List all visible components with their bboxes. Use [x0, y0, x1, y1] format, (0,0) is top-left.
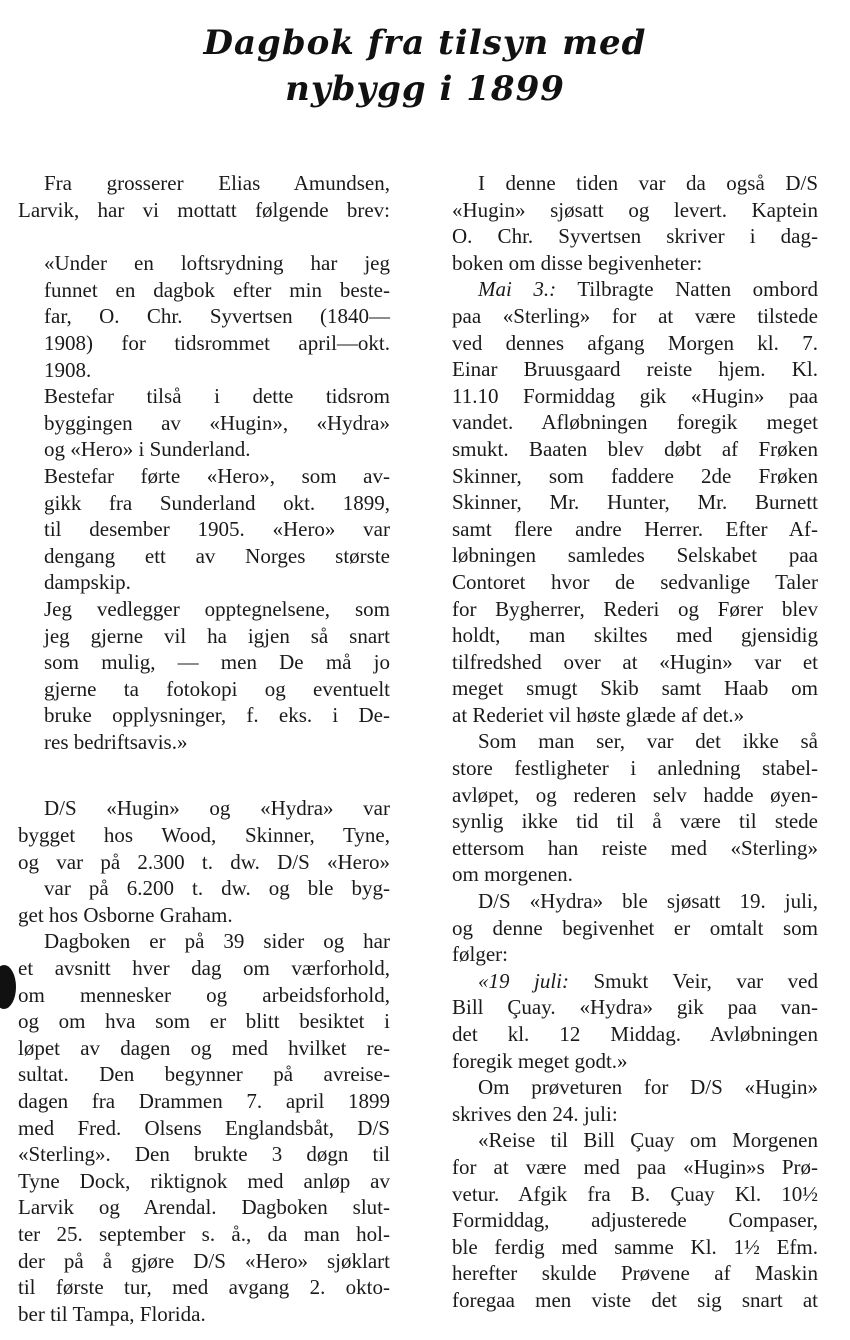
- text-line: [452, 968, 818, 995]
- text-line: get hos Osborne Graham.: [18, 902, 233, 927]
- text-line: Bill Çuay. «Hydra» gik paa van-: [452, 995, 818, 1020]
- text-line: at Rederiet vil høste glæde af det.»: [452, 702, 745, 727]
- text-line: meget smugt Skib samt Haab om: [452, 676, 818, 701]
- text-line: bygget hos Wood, Skinner, Tyne,: [18, 823, 390, 848]
- text-line: ter 25. september s. å., da man hol-: [18, 1221, 390, 1246]
- text-line: D/S «Hugin» og «Hydra» var: [44, 796, 390, 821]
- diary-date: «19 juli:: [478, 968, 569, 993]
- text-line: Skinner, som faddere 2de Frøken: [452, 463, 818, 488]
- text-line: vandet. Afløbningen foregik meget: [452, 410, 818, 435]
- text-line: med Fred. Olsens Englandsbåt, D/S: [18, 1115, 390, 1140]
- intro-paragraph-cont: [18, 197, 390, 224]
- text-line: dampskip.: [44, 570, 131, 595]
- text-line: herefter skulde Prøvene af Maskin: [452, 1261, 818, 1286]
- text-line: paa «Sterling» for at være tilstede: [452, 303, 818, 328]
- text-line: 1908.: [44, 357, 92, 382]
- text-line: om mennesker og arbeidsforhold,: [18, 982, 390, 1007]
- right-paragraph-1: [452, 170, 818, 276]
- text-line: 11.10 Formiddag gik «Hugin» paa: [452, 383, 818, 408]
- letter-paragraph-1: [18, 250, 390, 383]
- text-line: tilfredshed over at «Hugin» var et: [452, 649, 818, 674]
- text-line: foregik meget godt.»: [452, 1048, 628, 1073]
- text-line: ved dennes afgang Morgen kl. 7.: [452, 330, 818, 355]
- margin-hole-mark: [0, 965, 16, 1009]
- text-line: I denne tiden var da også D/S: [478, 171, 818, 195]
- text-line: løbningen samledes Selskabet paa: [452, 543, 818, 568]
- article-title: [0, 20, 850, 112]
- text-line: og «Hero» i Sunderland.: [44, 437, 251, 462]
- text-line: følger:: [452, 942, 508, 967]
- text-line: Jeg vedlegger opptegnelsene, som: [44, 596, 390, 621]
- text-line: [452, 276, 818, 303]
- text-line: og om hva som er blitt besiktet i: [18, 1009, 390, 1034]
- right-paragraph-6: [452, 1074, 818, 1127]
- text-line: ettersom han reiste med «Sterling»: [452, 835, 818, 860]
- text-line: til første tur, med avgang 2. okto-: [18, 1275, 390, 1300]
- text-line: Bestefar førte «Hero», som av-: [44, 463, 390, 488]
- text-line: «Sterling». Den brukte 3 døgn til: [18, 1142, 390, 1167]
- diary-entry-mai-3: [452, 276, 818, 728]
- text-line: byggingen av «Hugin», «Hydra»: [44, 410, 390, 435]
- text-line: boken om disse begivenheter:: [452, 250, 703, 275]
- text-line: et avsnitt hver dag om værforhold,: [18, 956, 390, 981]
- text-line: gjerne ta fotokopi og eventuelt: [44, 676, 390, 701]
- text-line: Dagboken er på 39 sider og har: [44, 929, 390, 954]
- text-line: Formiddag, adjusterede Compaser,: [452, 1208, 818, 1233]
- text-line: var på 6.200 t. dw. og ble byg-: [44, 876, 390, 901]
- text-line: Einar Bruusgaard reiste hjem. Kl.: [452, 357, 818, 382]
- text-line: dengang ett av Norges største: [44, 543, 390, 568]
- text-line: Fra grosserer Elias Amundsen,: [44, 171, 390, 195]
- text-line: Som man ser, var det ikke så: [478, 729, 818, 754]
- body-paragraph-1: [18, 795, 390, 928]
- right-paragraph-4: [452, 888, 818, 968]
- text-line: der på å gjøre D/S «Hero» sjøklart: [18, 1248, 390, 1273]
- text-line: synlig ikke tid til å være til stede: [452, 809, 818, 834]
- text-line: for Bygherrer, Rederi og Fører blev: [452, 596, 818, 621]
- text-line: til desember 1905. «Hero» var: [44, 517, 390, 542]
- text-line: ble ferdig med samme Kl. 1½ Efm.: [452, 1234, 818, 1259]
- text-line: samt flere andre Herrer. Efter Af-: [452, 516, 818, 541]
- title-line-2: nybygg i 1899: [285, 69, 565, 109]
- text-line: løpet av dagen og med hvilket re-: [18, 1035, 390, 1060]
- diary-text: Tilbragte Natten ombord: [556, 277, 818, 302]
- text-line: 1908) for tidsrommet april—okt.: [44, 330, 390, 355]
- text-line: for at være med paa «Hugin»s Prø-: [452, 1154, 818, 1179]
- text-line: store festligheter i anledning stabel-: [452, 756, 818, 781]
- text-line: som mulig, — men De må jo: [44, 650, 390, 675]
- text-line: ber til Tampa, Florida.: [18, 1301, 206, 1326]
- text-line: sultat. Den begynner på avreise-: [18, 1062, 390, 1087]
- text-line: og denne begivenhet er omtalt som: [452, 915, 818, 940]
- text-line: Contoret hvor de sedvanlige Taler: [452, 569, 818, 594]
- text-line: O. Chr. Syvertsen skriver i dag-: [452, 224, 818, 249]
- letter-paragraph-2: [18, 383, 390, 463]
- text-line: «Under en loftsrydning har jeg: [44, 251, 390, 276]
- diary-date: Mai 3.:: [478, 277, 557, 302]
- text-line: dagen fra Drammen 7. april 1899: [18, 1089, 390, 1113]
- text-line: Larvik og Arendal. Dagboken slut-: [18, 1195, 390, 1220]
- diary-text: Smukt Veir, var ved: [569, 968, 818, 993]
- text-line: funnet en dagbok efter min beste-: [44, 277, 390, 302]
- text-line: jeg gjerne vil ha igjen så snart: [44, 623, 390, 648]
- text-line: gikk fra Sunderland okt. 1899,: [44, 490, 390, 515]
- text-line: «Hugin» sjøsatt og levert. Kaptein: [452, 197, 818, 222]
- left-column: [18, 170, 390, 1327]
- text-line: Tyne Dock, riktignok med anløp av: [18, 1168, 390, 1193]
- text-line: avløpet, og rederen selv hadde øyen-: [452, 782, 818, 807]
- text-line: smukt. Baaten blev døbt af Frøken: [452, 436, 818, 461]
- text-line: Skinner, Mr. Hunter, Mr. Burnett: [452, 490, 818, 515]
- text-line: Bestefar tilså i dette tidsrom: [44, 384, 390, 409]
- text-line: vetur. Afgik fra B. Çuay Kl. 10½: [452, 1181, 818, 1206]
- text-line: holdt, man skiltes med gjensidig: [452, 623, 818, 648]
- letter-paragraph-3: [18, 463, 390, 596]
- title-line-1: Dagbok fra tilsyn med: [203, 23, 647, 63]
- body-paragraph-2: [18, 928, 390, 1327]
- text-line: far, O. Chr. Syvertsen (1840—: [44, 304, 390, 329]
- text-line: Larvik, har vi mottatt følgende brev:: [18, 197, 390, 222]
- text-line: skrives den 24. juli:: [452, 1101, 618, 1126]
- text-line: det kl. 12 Middag. Avløbningen: [452, 1022, 818, 1046]
- text-line: Om prøveturen for D/S «Hugin»: [478, 1075, 818, 1100]
- right-paragraph-3: [452, 728, 818, 888]
- text-line: og var på 2.300 t. dw. D/S «Hero»: [18, 849, 390, 874]
- text-line: foregaa men viste det sig snart at: [452, 1287, 818, 1312]
- text-line: om morgenen.: [452, 862, 573, 887]
- diary-entry-24-juli: [452, 1127, 818, 1313]
- letter-paragraph-4: [18, 596, 390, 756]
- text-line: bruke opplysninger, f. eks. i De-: [44, 703, 390, 728]
- right-column: [452, 170, 818, 1314]
- intro-paragraph: [18, 170, 390, 197]
- diary-entry-19-juli: [452, 968, 818, 1074]
- text-line: D/S «Hydra» ble sjøsatt 19. juli,: [478, 889, 818, 914]
- text-line: res bedriftsavis.»: [44, 729, 188, 754]
- text-line: «Reise til Bill Çuay om Morgenen: [478, 1128, 818, 1153]
